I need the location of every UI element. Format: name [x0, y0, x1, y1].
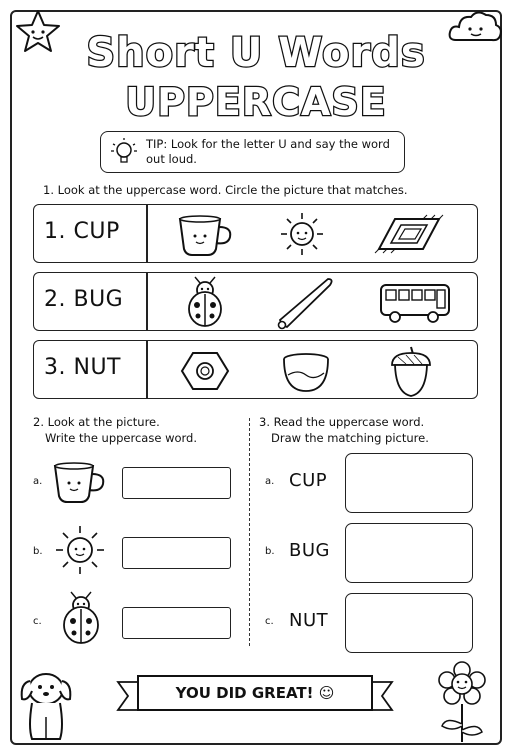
write-answer-box-c[interactable]: [122, 607, 231, 639]
tip-box: [100, 131, 405, 173]
item-letter: c.: [265, 616, 274, 627]
sun-icon: [52, 522, 108, 578]
section3-instruction-2: Draw the matching picture.: [271, 431, 429, 445]
match-row-3: [33, 340, 478, 399]
row-word: 3. NUT: [44, 355, 121, 380]
cup-icon: [50, 458, 110, 506]
hex-nut-icon[interactable]: [180, 347, 230, 395]
bat-icon[interactable]: [274, 275, 336, 331]
encouragement-banner: [140, 676, 370, 710]
section2-instruction-1: 2. Look at the picture.: [33, 415, 160, 429]
write-answer-box-a[interactable]: [122, 467, 231, 499]
row-word: 1. CUP: [44, 219, 120, 244]
section3-word: NUT: [289, 610, 329, 631]
draw-picture-box-a[interactable]: [345, 453, 473, 513]
section3-word: CUP: [289, 470, 328, 491]
match-row-2: [33, 272, 478, 331]
ladybug-icon: [56, 590, 106, 648]
section-divider: [249, 418, 250, 646]
write-answer-box-b[interactable]: [122, 537, 231, 569]
draw-picture-box-c[interactable]: [345, 593, 473, 653]
item-letter: b.: [33, 546, 43, 557]
draw-picture-box-b[interactable]: [345, 523, 473, 583]
match-row-1: [33, 204, 478, 263]
puppy-icon: [14, 665, 78, 745]
page-title: Short U Words: [86, 30, 426, 76]
item-letter: b.: [265, 546, 275, 557]
lightbulb-icon: [109, 136, 139, 168]
bowl-icon[interactable]: [278, 347, 334, 395]
section1-instruction: 1. Look at the uppercase word. Circle the picture that matches.: [43, 183, 408, 197]
section3-instruction-1: 3. Read the uppercase word.: [259, 415, 425, 429]
item-letter: a.: [265, 476, 275, 487]
section3-word: BUG: [289, 540, 330, 561]
cup-icon[interactable]: [174, 209, 240, 259]
bus-icon[interactable]: [379, 279, 453, 327]
rug-icon[interactable]: [367, 209, 447, 259]
item-letter: a.: [33, 476, 43, 487]
item-letter: c.: [33, 616, 42, 627]
row-word: 2. BUG: [44, 287, 124, 312]
ladybug-icon[interactable]: [180, 275, 230, 331]
sun-icon[interactable]: [274, 209, 330, 259]
acorn-icon[interactable]: [386, 343, 436, 399]
banner-text: YOU DID GREAT! ☺: [175, 684, 335, 702]
section2-instruction-2: Write the uppercase word.: [45, 431, 197, 445]
flower-icon: [432, 660, 492, 744]
tip-text: TIP: Look for the letter U and say the word out loud.: [146, 137, 390, 166]
page-subtitle: UPPERCASE: [125, 80, 387, 124]
